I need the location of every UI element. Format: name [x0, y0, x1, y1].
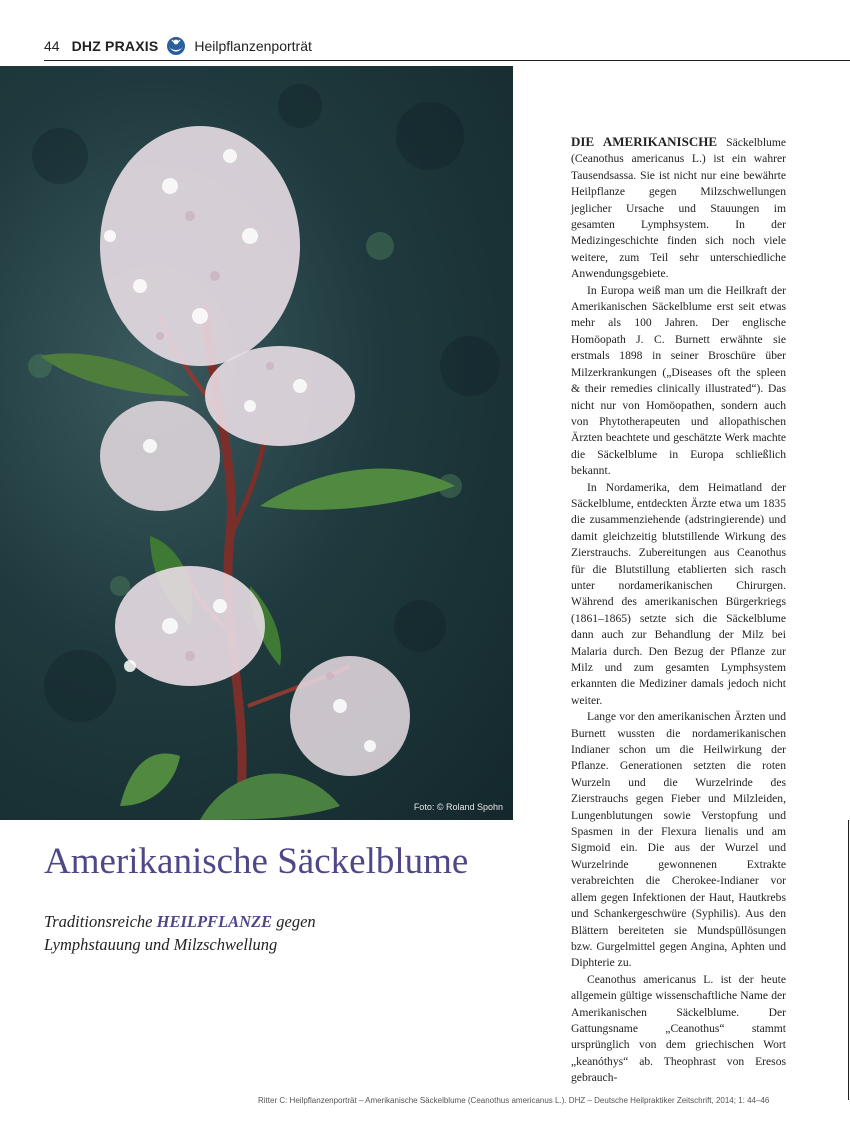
body-paragraph: Ceanothus americanus L. ist der heute allgemein gültige wissenschaftliche Name der Amerikanischen Säckelblume. Der Gattungsname „Ceanothus“ stammt ursprünglich von dem griechischen Wort „keanóthys“ ab. Theophrast von Eresos gebrauch- [571, 972, 786, 1085]
citation-footer: Ritter C: Heilpflanzenporträt – Amerikanische Säckelblume (Ceanothus americanus L.). DHZ – Deutsche Heilpraktiker Zeitschrift, 2014; 1: 44–46 [258, 1096, 770, 1105]
header-rule [44, 60, 850, 61]
article-subtitle [44, 910, 384, 956]
subtitle-highlight: HEILPFLANZE [156, 912, 273, 931]
body-paragraph: In Europa weiß man um die Heilkraft der Amerikanischen Säckelblume erst seit etwas mehr als 100 Jahren. Der englische Homöopath J. C. Burnett erwähnte sie erstmals 1898 in seiner Broschüre über Milzerkrankungen („Diseases oft the spleen & their remedies clinically illustrated“). Das nicht nur von Homöopathen, sondern auch von Phytotherapeuten und allopathischen Ärzten beachtete und geschätzte Werk machte die Säckelblume in Europa schließlich bekannt. [571, 283, 786, 478]
body-paragraph [571, 134, 786, 283]
paragraph-1-text: Säckelblume (Ceanothus americanus L.) ist ein wahrer Tausendsassa. Sie ist nicht nur eine bewährte Heilpflanze gegen Milzschwellungen jeglicher Ursache und Stauungen im gesamten Lymphsystem. In der Medizingeschichte finden sich noch viele weitere, zum Teil sehr unterschiedliche Anwendungsgebiete. [571, 136, 786, 281]
subtitle-text-after: gegen Lymphstauung und Milzschwellung [44, 912, 316, 954]
body-column [571, 134, 786, 1085]
page-number: 44 [44, 38, 60, 54]
page-header [44, 34, 850, 58]
lead-in: DIE AMERIKANISCHE [571, 134, 717, 149]
plant-photo [0, 66, 513, 820]
photo-credit: Foto: © Roland Spohn [413, 802, 503, 812]
body-paragraph: In Nordamerika, dem Heimatland der Säckelblume, entdeckten Ärzte etwa um 1835 die zusammenziehende (adstringierende) und damit gleichzeitig blutstillende Wirkung des Zierstrauchs. Zubereitungen aus Ceanothus für die Blutstillung etablierten sich rasch unter nordamerikanischen Chirurgen. Während des amerikanischen Bürgerkriegs (1861–1865) setzte sich die Säckelblume dann auch zur Behandlung der Milz bei Malaria durch. Den Bezug der Pflanze zur Milz und zum gesamten Lymphsystem erkannten die Mediziner damals jedoch nicht weiter. [571, 480, 786, 707]
magazine-brand: DHZ PRAXIS [71, 38, 159, 54]
subtitle-text-before: Traditionsreiche [44, 912, 157, 931]
side-rule [848, 820, 849, 1100]
ceanothus-illustration [0, 66, 513, 820]
body-paragraph: Lange vor den amerikanischen Ärzten und Burnett wussten die nordamerikanischen Indianer schon um die Heilwirkung der Pflanze. Generationen setzten die roten Wurzeln und die Wurzelrinde des Zierstrauchs gegen Fieber und Milzleiden, Lungenblutungen sowie Verstopfung und Spasmen in der Flexura lienalis und am Sigmoid ein. Die aus der Wurzel und Wurzelrinde gewonnenen Extrakte verabreichten die Cherokee-Indianer vor allem gegen Infektionen der Haut, Hautkrebs und Schankergeschwüre (Syphilis). Aus den Blättern bereiteten sie Mundspüllösungen bzw. Gurgelmittel gegen Angina, Aphten und Diphterie zu. [571, 710, 786, 970]
article-title: Amerikanische Säckelblume [44, 841, 469, 882]
dhz-logo-icon [166, 36, 186, 56]
section-label: Heilpflanzenporträt [194, 38, 312, 54]
